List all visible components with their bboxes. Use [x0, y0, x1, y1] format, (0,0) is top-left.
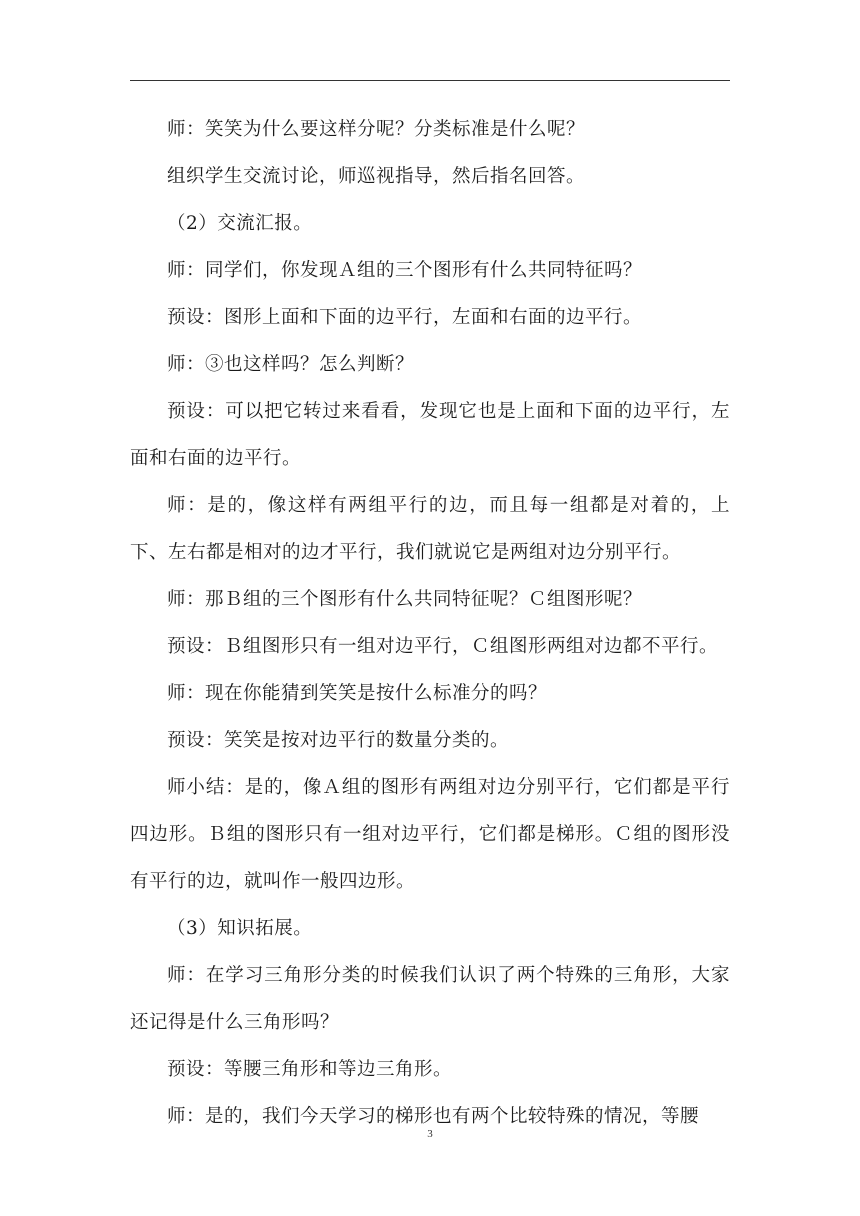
paragraph: 预设：Ｂ组图形只有一组对边平行，Ｃ组图形两组对边都不平行。 — [167, 636, 719, 657]
paragraph: 预设：等腰三角形和等边三角形。 — [167, 1059, 453, 1080]
paragraph: 师：笑笑为什么要这样分呢？分类标准是什么呢？ — [167, 119, 586, 140]
paragraph: 预设：笑笑是按对边平行的数量分类的。 — [167, 730, 510, 751]
section-heading: （2）交流汇报。 — [167, 213, 313, 234]
paragraph: 师：是的，我们今天学习的梯形也有两个比较特殊的情况，等腰 — [167, 1106, 700, 1127]
paragraph: 师：③也这样吗？怎么判断？ — [167, 354, 415, 375]
paragraph: 师小结：是的，像Ａ组的图形有两组对边分别平行，它们都是平行四边形。Ｂ组的图形只有一组对边平行，它们都是梯形。Ｃ组的图形没有平行的边，就叫作一般四边形。 — [130, 777, 730, 892]
paragraph: 师：现在你能猜到笑笑是按什么标准分的吗？ — [167, 683, 548, 704]
header-rule — [130, 80, 730, 81]
paragraph: 组织学生交流讨论，师巡视指导，然后指名回答。 — [167, 166, 586, 187]
paragraph: 师：同学们，你发现Ａ组的三个图形有什么共同特征吗？ — [167, 260, 643, 281]
paragraph: 预设：图形上面和下面的边平行，左面和右面的边平行。 — [167, 307, 643, 328]
section-heading: （3）知识拓展。 — [167, 918, 313, 939]
paragraph: 预设：可以把它转过来看看，发现它也是上面和下面的边平行，左面和右面的边平行。 — [130, 401, 730, 469]
paragraph: 师：那Ｂ组的三个图形有什么共同特征呢？Ｃ组图形呢？ — [167, 589, 643, 610]
document-body — [130, 106, 730, 1140]
paragraph: 师：是的，像这样有两组平行的边，而且每一组都是对着的，上下、左右都是相对的边才平行，我们就说它是两组对边分别平行。 — [130, 495, 730, 563]
paragraph: 师：在学习三角形分类的时候我们认识了两个特殊的三角形，大家还记得是什么三角形吗？ — [130, 965, 730, 1033]
page-number: 3 — [427, 1128, 433, 1140]
